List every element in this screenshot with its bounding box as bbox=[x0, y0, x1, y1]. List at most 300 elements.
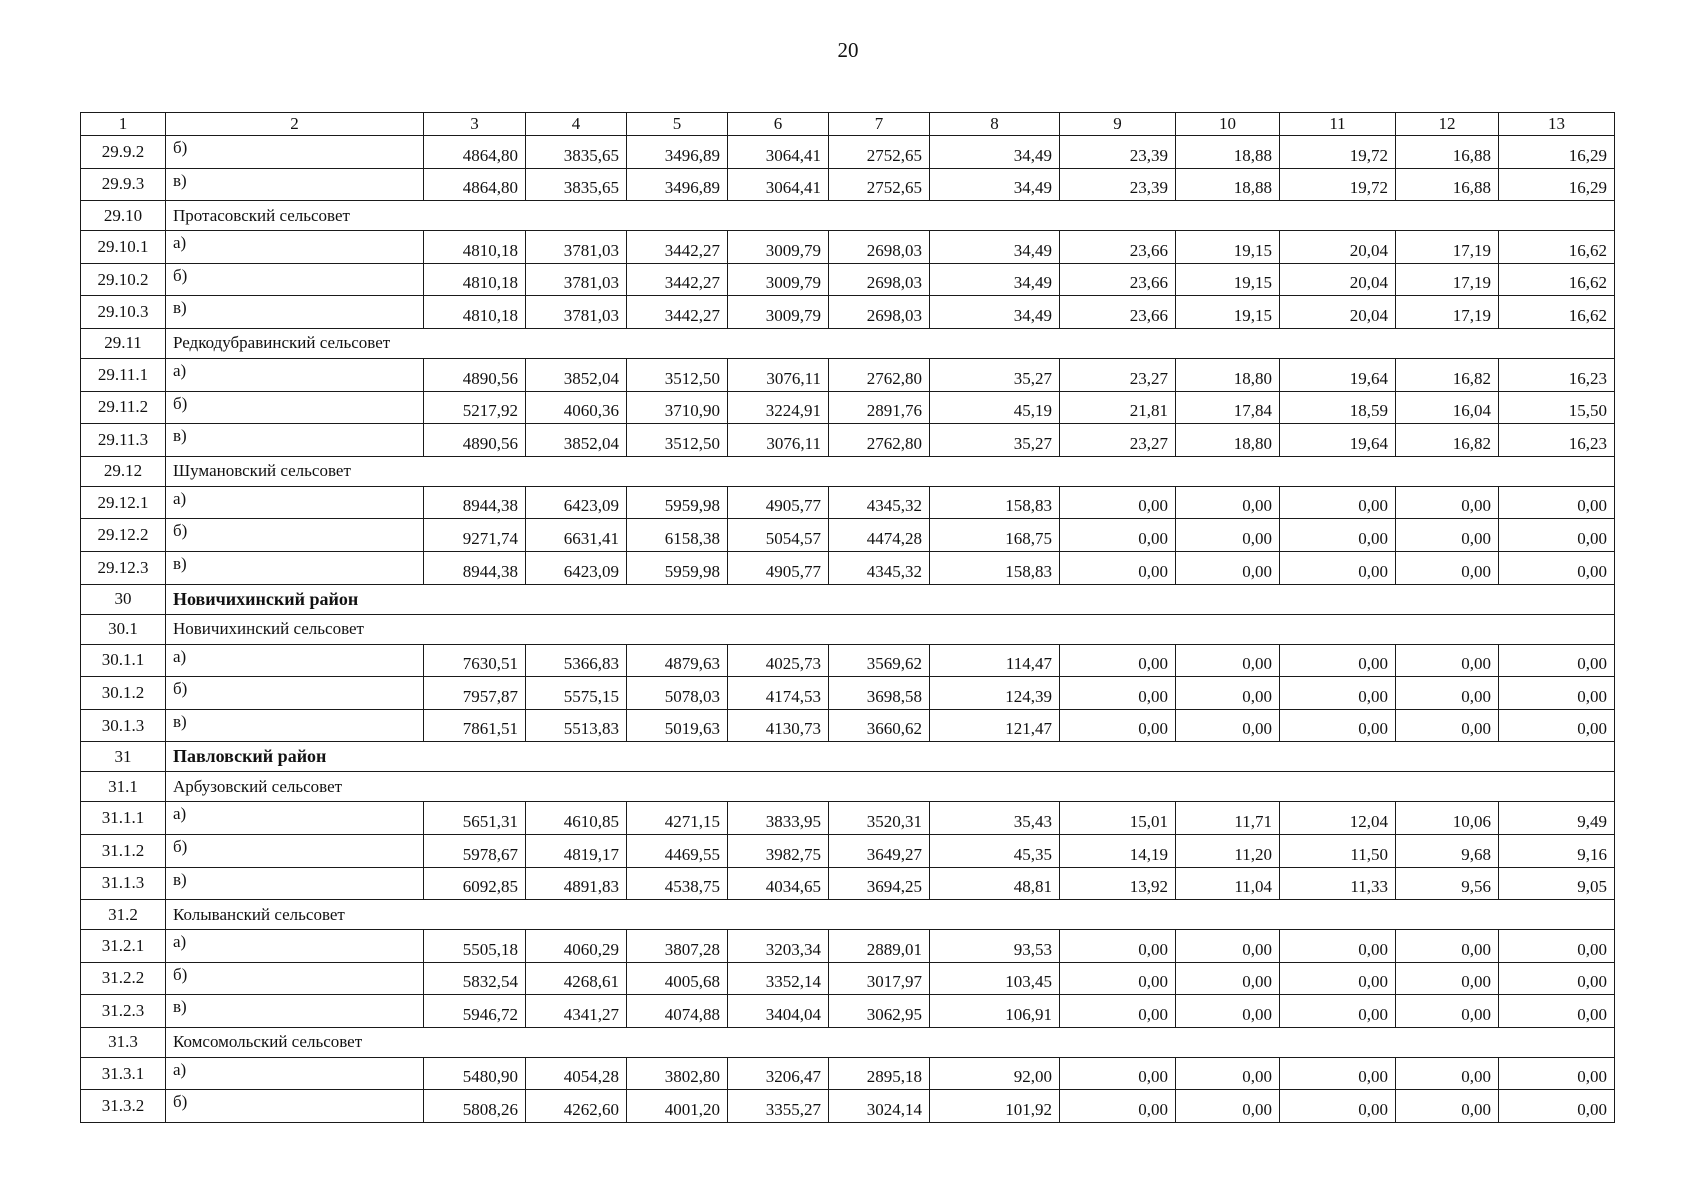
value-cell: 3660,62 bbox=[829, 709, 930, 742]
row-code: 29.11.2 bbox=[81, 391, 166, 424]
value-cell: 6158,38 bbox=[627, 519, 728, 552]
value-cell: 0,00 bbox=[1176, 1057, 1280, 1090]
value-cell: 34,49 bbox=[930, 136, 1060, 169]
value-cell: 0,00 bbox=[1280, 709, 1396, 742]
value-cell: 0,00 bbox=[1176, 677, 1280, 710]
value-cell: 3442,27 bbox=[627, 231, 728, 264]
value-cell: 11,33 bbox=[1280, 867, 1396, 900]
value-cell: 0,00 bbox=[1396, 644, 1499, 677]
value-cell: 3694,25 bbox=[829, 867, 930, 900]
value-cell: 3835,65 bbox=[526, 136, 627, 169]
table-row bbox=[81, 644, 1615, 677]
value-cell: 23,66 bbox=[1060, 263, 1176, 296]
value-cell: 34,49 bbox=[930, 231, 1060, 264]
value-cell: 3512,50 bbox=[627, 424, 728, 457]
value-cell: 114,47 bbox=[930, 644, 1060, 677]
row-label: а) bbox=[166, 486, 424, 519]
row-code: 29.12.2 bbox=[81, 519, 166, 552]
row-label: в) bbox=[166, 168, 424, 201]
value-cell: 4130,73 bbox=[728, 709, 829, 742]
column-header: 13 bbox=[1499, 113, 1615, 136]
row-label: б) bbox=[166, 519, 424, 552]
value-cell: 5959,98 bbox=[627, 486, 728, 519]
value-cell: 9,49 bbox=[1499, 802, 1615, 835]
value-cell: 20,04 bbox=[1280, 296, 1396, 329]
row-code: 31.3.2 bbox=[81, 1090, 166, 1123]
value-cell: 4610,85 bbox=[526, 802, 627, 835]
value-cell: 4262,60 bbox=[526, 1090, 627, 1123]
value-cell: 106,91 bbox=[930, 995, 1060, 1028]
row-label: а) bbox=[166, 802, 424, 835]
value-cell: 5217,92 bbox=[424, 391, 526, 424]
value-cell: 12,04 bbox=[1280, 802, 1396, 835]
value-cell: 4905,77 bbox=[728, 486, 829, 519]
value-cell: 18,80 bbox=[1176, 358, 1280, 391]
value-cell: 5019,63 bbox=[627, 709, 728, 742]
value-cell: 5978,67 bbox=[424, 834, 526, 867]
row-code: 31.3 bbox=[81, 1027, 166, 1057]
row-label: а) bbox=[166, 1057, 424, 1090]
row-code: 29.10.1 bbox=[81, 231, 166, 264]
row-label: в) bbox=[166, 424, 424, 457]
value-cell: 4005,68 bbox=[627, 962, 728, 995]
row-code: 31.1.1 bbox=[81, 802, 166, 835]
value-cell: 3698,58 bbox=[829, 677, 930, 710]
section-row bbox=[81, 614, 1615, 644]
value-cell: 19,15 bbox=[1176, 263, 1280, 296]
value-cell: 7630,51 bbox=[424, 644, 526, 677]
table-row bbox=[81, 486, 1615, 519]
value-cell: 5078,03 bbox=[627, 677, 728, 710]
value-cell: 17,19 bbox=[1396, 231, 1499, 264]
value-cell: 23,39 bbox=[1060, 136, 1176, 169]
row-code: 31.3.1 bbox=[81, 1057, 166, 1090]
row-label: б) bbox=[166, 263, 424, 296]
page-number: 20 bbox=[837, 38, 859, 62]
row-code: 30.1 bbox=[81, 614, 166, 644]
value-cell: 0,00 bbox=[1060, 962, 1176, 995]
value-cell: 5946,72 bbox=[424, 995, 526, 1028]
table-row bbox=[81, 930, 1615, 963]
value-cell: 0,00 bbox=[1396, 551, 1499, 584]
value-cell: 18,88 bbox=[1176, 136, 1280, 169]
value-cell: 17,19 bbox=[1396, 263, 1499, 296]
value-cell: 4341,27 bbox=[526, 995, 627, 1028]
value-cell: 2752,65 bbox=[829, 136, 930, 169]
column-header: 3 bbox=[424, 113, 526, 136]
value-cell: 0,00 bbox=[1396, 962, 1499, 995]
value-cell: 2895,18 bbox=[829, 1057, 930, 1090]
value-cell: 0,00 bbox=[1499, 962, 1615, 995]
row-code: 29.11 bbox=[81, 328, 166, 358]
tariff-table-container bbox=[80, 112, 1614, 1123]
value-cell: 168,75 bbox=[930, 519, 1060, 552]
value-cell: 3203,34 bbox=[728, 930, 829, 963]
value-cell: 3802,80 bbox=[627, 1057, 728, 1090]
value-cell: 4025,73 bbox=[728, 644, 829, 677]
value-cell: 5054,57 bbox=[728, 519, 829, 552]
section-row bbox=[81, 328, 1615, 358]
row-label: б) bbox=[166, 391, 424, 424]
value-cell: 16,62 bbox=[1499, 263, 1615, 296]
value-cell: 3781,03 bbox=[526, 231, 627, 264]
value-cell: 45,35 bbox=[930, 834, 1060, 867]
value-cell: 3009,79 bbox=[728, 263, 829, 296]
value-cell: 0,00 bbox=[1280, 1090, 1396, 1123]
row-label: в) bbox=[166, 551, 424, 584]
value-cell: 5366,83 bbox=[526, 644, 627, 677]
row-code: 31.2.1 bbox=[81, 930, 166, 963]
row-label: б) bbox=[166, 834, 424, 867]
value-cell: 11,04 bbox=[1176, 867, 1280, 900]
value-cell: 4810,18 bbox=[424, 231, 526, 264]
value-cell: 20,04 bbox=[1280, 231, 1396, 264]
value-cell: 0,00 bbox=[1499, 930, 1615, 963]
row-code: 31.1.2 bbox=[81, 834, 166, 867]
value-cell: 4864,80 bbox=[424, 168, 526, 201]
value-cell: 48,81 bbox=[930, 867, 1060, 900]
value-cell: 0,00 bbox=[1396, 995, 1499, 1028]
column-header: 7 bbox=[829, 113, 930, 136]
value-cell: 0,00 bbox=[1176, 995, 1280, 1028]
value-cell: 3009,79 bbox=[728, 296, 829, 329]
row-label: а) bbox=[166, 644, 424, 677]
value-cell: 4879,63 bbox=[627, 644, 728, 677]
value-cell: 0,00 bbox=[1280, 519, 1396, 552]
value-cell: 9,16 bbox=[1499, 834, 1615, 867]
table-body bbox=[81, 136, 1615, 1123]
value-cell: 4538,75 bbox=[627, 867, 728, 900]
row-code: 31.1 bbox=[81, 772, 166, 802]
row-label: б) bbox=[166, 136, 424, 169]
value-cell: 23,27 bbox=[1060, 424, 1176, 457]
table-row bbox=[81, 709, 1615, 742]
row-label: в) bbox=[166, 296, 424, 329]
value-cell: 4034,65 bbox=[728, 867, 829, 900]
value-cell: 0,00 bbox=[1499, 551, 1615, 584]
value-cell: 19,72 bbox=[1280, 136, 1396, 169]
value-cell: 16,04 bbox=[1396, 391, 1499, 424]
table-row bbox=[81, 296, 1615, 329]
value-cell: 2698,03 bbox=[829, 263, 930, 296]
value-cell: 0,00 bbox=[1176, 644, 1280, 677]
row-code: 29.12.1 bbox=[81, 486, 166, 519]
value-cell: 16,29 bbox=[1499, 136, 1615, 169]
value-cell: 16,88 bbox=[1396, 168, 1499, 201]
value-cell: 0,00 bbox=[1499, 677, 1615, 710]
value-cell: 11,50 bbox=[1280, 834, 1396, 867]
value-cell: 0,00 bbox=[1280, 930, 1396, 963]
section-name: Протасовский сельсовет bbox=[166, 201, 1615, 231]
value-cell: 13,92 bbox=[1060, 867, 1176, 900]
table-row bbox=[81, 136, 1615, 169]
value-cell: 3404,04 bbox=[728, 995, 829, 1028]
value-cell: 19,72 bbox=[1280, 168, 1396, 201]
row-code: 29.9.2 bbox=[81, 136, 166, 169]
value-cell: 2889,01 bbox=[829, 930, 930, 963]
value-cell: 5575,15 bbox=[526, 677, 627, 710]
value-cell: 3064,41 bbox=[728, 168, 829, 201]
section-row bbox=[81, 772, 1615, 802]
value-cell: 3009,79 bbox=[728, 231, 829, 264]
value-cell: 18,59 bbox=[1280, 391, 1396, 424]
value-cell: 4864,80 bbox=[424, 136, 526, 169]
value-cell: 0,00 bbox=[1396, 1057, 1499, 1090]
value-cell: 23,27 bbox=[1060, 358, 1176, 391]
value-cell: 4060,29 bbox=[526, 930, 627, 963]
value-cell: 5832,54 bbox=[424, 962, 526, 995]
value-cell: 16,62 bbox=[1499, 231, 1615, 264]
row-code: 31.1.3 bbox=[81, 867, 166, 900]
value-cell: 16,23 bbox=[1499, 424, 1615, 457]
row-label: а) bbox=[166, 231, 424, 264]
value-cell: 0,00 bbox=[1396, 519, 1499, 552]
table-row bbox=[81, 231, 1615, 264]
column-header: 4 bbox=[526, 113, 627, 136]
value-cell: 4001,20 bbox=[627, 1090, 728, 1123]
value-cell: 92,00 bbox=[930, 1057, 1060, 1090]
value-cell: 0,00 bbox=[1280, 995, 1396, 1028]
section-name: Редкодубравинский сельсовет bbox=[166, 328, 1615, 358]
column-header: 11 bbox=[1280, 113, 1396, 136]
table-row bbox=[81, 1090, 1615, 1123]
row-code: 29.12.3 bbox=[81, 551, 166, 584]
table-row bbox=[81, 995, 1615, 1028]
district-row bbox=[81, 584, 1615, 614]
value-cell: 3710,90 bbox=[627, 391, 728, 424]
value-cell: 0,00 bbox=[1176, 1090, 1280, 1123]
value-cell: 4891,83 bbox=[526, 867, 627, 900]
value-cell: 14,19 bbox=[1060, 834, 1176, 867]
row-code: 29.10.3 bbox=[81, 296, 166, 329]
value-cell: 0,00 bbox=[1280, 1057, 1396, 1090]
value-cell: 3355,27 bbox=[728, 1090, 829, 1123]
table-row bbox=[81, 551, 1615, 584]
value-cell: 8944,38 bbox=[424, 486, 526, 519]
district-name: Новичихинский район bbox=[166, 584, 1615, 614]
table-row bbox=[81, 802, 1615, 835]
value-cell: 6092,85 bbox=[424, 867, 526, 900]
value-cell: 19,15 bbox=[1176, 296, 1280, 329]
section-row bbox=[81, 900, 1615, 930]
value-cell: 0,00 bbox=[1280, 677, 1396, 710]
value-cell: 0,00 bbox=[1499, 995, 1615, 1028]
value-cell: 3852,04 bbox=[526, 358, 627, 391]
section-name: Арбузовский сельсовет bbox=[166, 772, 1615, 802]
value-cell: 93,53 bbox=[930, 930, 1060, 963]
value-cell: 19,15 bbox=[1176, 231, 1280, 264]
value-cell: 4474,28 bbox=[829, 519, 930, 552]
table-row bbox=[81, 677, 1615, 710]
row-label: б) bbox=[166, 1090, 424, 1123]
value-cell: 11,20 bbox=[1176, 834, 1280, 867]
table-row bbox=[81, 263, 1615, 296]
value-cell: 3496,89 bbox=[627, 136, 728, 169]
value-cell: 3024,14 bbox=[829, 1090, 930, 1123]
row-code: 30.1.3 bbox=[81, 709, 166, 742]
value-cell: 16,62 bbox=[1499, 296, 1615, 329]
value-cell: 0,00 bbox=[1280, 486, 1396, 519]
value-cell: 2891,76 bbox=[829, 391, 930, 424]
row-code: 30.1.1 bbox=[81, 644, 166, 677]
column-header: 1 bbox=[81, 113, 166, 136]
table-row bbox=[81, 834, 1615, 867]
value-cell: 0,00 bbox=[1499, 519, 1615, 552]
value-cell: 3833,95 bbox=[728, 802, 829, 835]
value-cell: 3781,03 bbox=[526, 263, 627, 296]
value-cell: 3520,31 bbox=[829, 802, 930, 835]
value-cell: 45,19 bbox=[930, 391, 1060, 424]
value-cell: 124,39 bbox=[930, 677, 1060, 710]
value-cell: 0,00 bbox=[1280, 962, 1396, 995]
value-cell: 4345,32 bbox=[829, 486, 930, 519]
value-cell: 4890,56 bbox=[424, 424, 526, 457]
value-cell: 4074,88 bbox=[627, 995, 728, 1028]
column-header: 8 bbox=[930, 113, 1060, 136]
value-cell: 15,01 bbox=[1060, 802, 1176, 835]
value-cell: 17,84 bbox=[1176, 391, 1280, 424]
value-cell: 3649,27 bbox=[829, 834, 930, 867]
column-header: 5 bbox=[627, 113, 728, 136]
value-cell: 2752,65 bbox=[829, 168, 930, 201]
value-cell: 3442,27 bbox=[627, 263, 728, 296]
value-cell: 3064,41 bbox=[728, 136, 829, 169]
value-cell: 23,66 bbox=[1060, 231, 1176, 264]
value-cell: 2762,80 bbox=[829, 358, 930, 391]
value-cell: 34,49 bbox=[930, 263, 1060, 296]
value-cell: 7957,87 bbox=[424, 677, 526, 710]
value-cell: 3852,04 bbox=[526, 424, 627, 457]
row-code: 29.11.1 bbox=[81, 358, 166, 391]
column-header: 10 bbox=[1176, 113, 1280, 136]
value-cell: 6631,41 bbox=[526, 519, 627, 552]
value-cell: 0,00 bbox=[1280, 644, 1396, 677]
row-code: 31 bbox=[81, 742, 166, 772]
row-label: в) bbox=[166, 867, 424, 900]
value-cell: 0,00 bbox=[1280, 551, 1396, 584]
value-cell: 0,00 bbox=[1060, 519, 1176, 552]
row-code: 29.9.3 bbox=[81, 168, 166, 201]
value-cell: 0,00 bbox=[1499, 1090, 1615, 1123]
value-cell: 3807,28 bbox=[627, 930, 728, 963]
value-cell: 21,81 bbox=[1060, 391, 1176, 424]
value-cell: 0,00 bbox=[1060, 1090, 1176, 1123]
value-cell: 15,50 bbox=[1499, 391, 1615, 424]
table-row bbox=[81, 962, 1615, 995]
table-row bbox=[81, 168, 1615, 201]
value-cell: 4174,53 bbox=[728, 677, 829, 710]
value-cell: 6423,09 bbox=[526, 486, 627, 519]
row-code: 31.2 bbox=[81, 900, 166, 930]
district-name: Павловский район bbox=[166, 742, 1615, 772]
value-cell: 16,23 bbox=[1499, 358, 1615, 391]
value-cell: 158,83 bbox=[930, 551, 1060, 584]
value-cell: 19,64 bbox=[1280, 424, 1396, 457]
district-row bbox=[81, 742, 1615, 772]
value-cell: 4890,56 bbox=[424, 358, 526, 391]
value-cell: 35,27 bbox=[930, 358, 1060, 391]
value-cell: 0,00 bbox=[1396, 677, 1499, 710]
value-cell: 103,45 bbox=[930, 962, 1060, 995]
value-cell: 0,00 bbox=[1060, 644, 1176, 677]
value-cell: 0,00 bbox=[1060, 930, 1176, 963]
value-cell: 3352,14 bbox=[728, 962, 829, 995]
value-cell: 0,00 bbox=[1060, 995, 1176, 1028]
value-cell: 0,00 bbox=[1396, 486, 1499, 519]
row-code: 29.12 bbox=[81, 456, 166, 486]
table-row bbox=[81, 391, 1615, 424]
value-cell: 0,00 bbox=[1396, 709, 1499, 742]
value-cell: 5480,90 bbox=[424, 1057, 526, 1090]
value-cell: 4819,17 bbox=[526, 834, 627, 867]
value-cell: 4469,55 bbox=[627, 834, 728, 867]
row-label: а) bbox=[166, 358, 424, 391]
value-cell: 3442,27 bbox=[627, 296, 728, 329]
value-cell: 0,00 bbox=[1499, 644, 1615, 677]
header-row bbox=[81, 113, 1615, 136]
value-cell: 0,00 bbox=[1176, 519, 1280, 552]
value-cell: 0,00 bbox=[1499, 1057, 1615, 1090]
value-cell: 5959,98 bbox=[627, 551, 728, 584]
section-row bbox=[81, 456, 1615, 486]
value-cell: 34,49 bbox=[930, 296, 1060, 329]
value-cell: 2762,80 bbox=[829, 424, 930, 457]
value-cell: 16,82 bbox=[1396, 358, 1499, 391]
value-cell: 3982,75 bbox=[728, 834, 829, 867]
row-label: б) bbox=[166, 962, 424, 995]
value-cell: 0,00 bbox=[1499, 486, 1615, 519]
value-cell: 16,88 bbox=[1396, 136, 1499, 169]
value-cell: 0,00 bbox=[1060, 709, 1176, 742]
value-cell: 11,71 bbox=[1176, 802, 1280, 835]
value-cell: 23,66 bbox=[1060, 296, 1176, 329]
value-cell: 35,43 bbox=[930, 802, 1060, 835]
column-header: 2 bbox=[166, 113, 424, 136]
value-cell: 9271,74 bbox=[424, 519, 526, 552]
section-row bbox=[81, 1027, 1615, 1057]
value-cell: 5651,31 bbox=[424, 802, 526, 835]
value-cell: 3835,65 bbox=[526, 168, 627, 201]
value-cell: 4810,18 bbox=[424, 263, 526, 296]
section-name: Шумановский сельсовет bbox=[166, 456, 1615, 486]
table-row bbox=[81, 358, 1615, 391]
value-cell: 34,49 bbox=[930, 168, 1060, 201]
value-cell: 9,68 bbox=[1396, 834, 1499, 867]
value-cell: 3017,97 bbox=[829, 962, 930, 995]
table-row bbox=[81, 519, 1615, 552]
value-cell: 0,00 bbox=[1396, 930, 1499, 963]
row-label: в) bbox=[166, 995, 424, 1028]
section-name: Новичихинский сельсовет bbox=[166, 614, 1615, 644]
row-code: 31.2.3 bbox=[81, 995, 166, 1028]
value-cell: 23,39 bbox=[1060, 168, 1176, 201]
value-cell: 10,06 bbox=[1396, 802, 1499, 835]
value-cell: 4905,77 bbox=[728, 551, 829, 584]
row-label: а) bbox=[166, 930, 424, 963]
value-cell: 3224,91 bbox=[728, 391, 829, 424]
row-code: 30.1.2 bbox=[81, 677, 166, 710]
value-cell: 0,00 bbox=[1176, 962, 1280, 995]
value-cell: 0,00 bbox=[1176, 709, 1280, 742]
value-cell: 7861,51 bbox=[424, 709, 526, 742]
value-cell: 18,80 bbox=[1176, 424, 1280, 457]
column-header: 9 bbox=[1060, 113, 1176, 136]
value-cell: 3076,11 bbox=[728, 424, 829, 457]
value-cell: 19,64 bbox=[1280, 358, 1396, 391]
table-row bbox=[81, 867, 1615, 900]
value-cell: 0,00 bbox=[1176, 551, 1280, 584]
value-cell: 4268,61 bbox=[526, 962, 627, 995]
